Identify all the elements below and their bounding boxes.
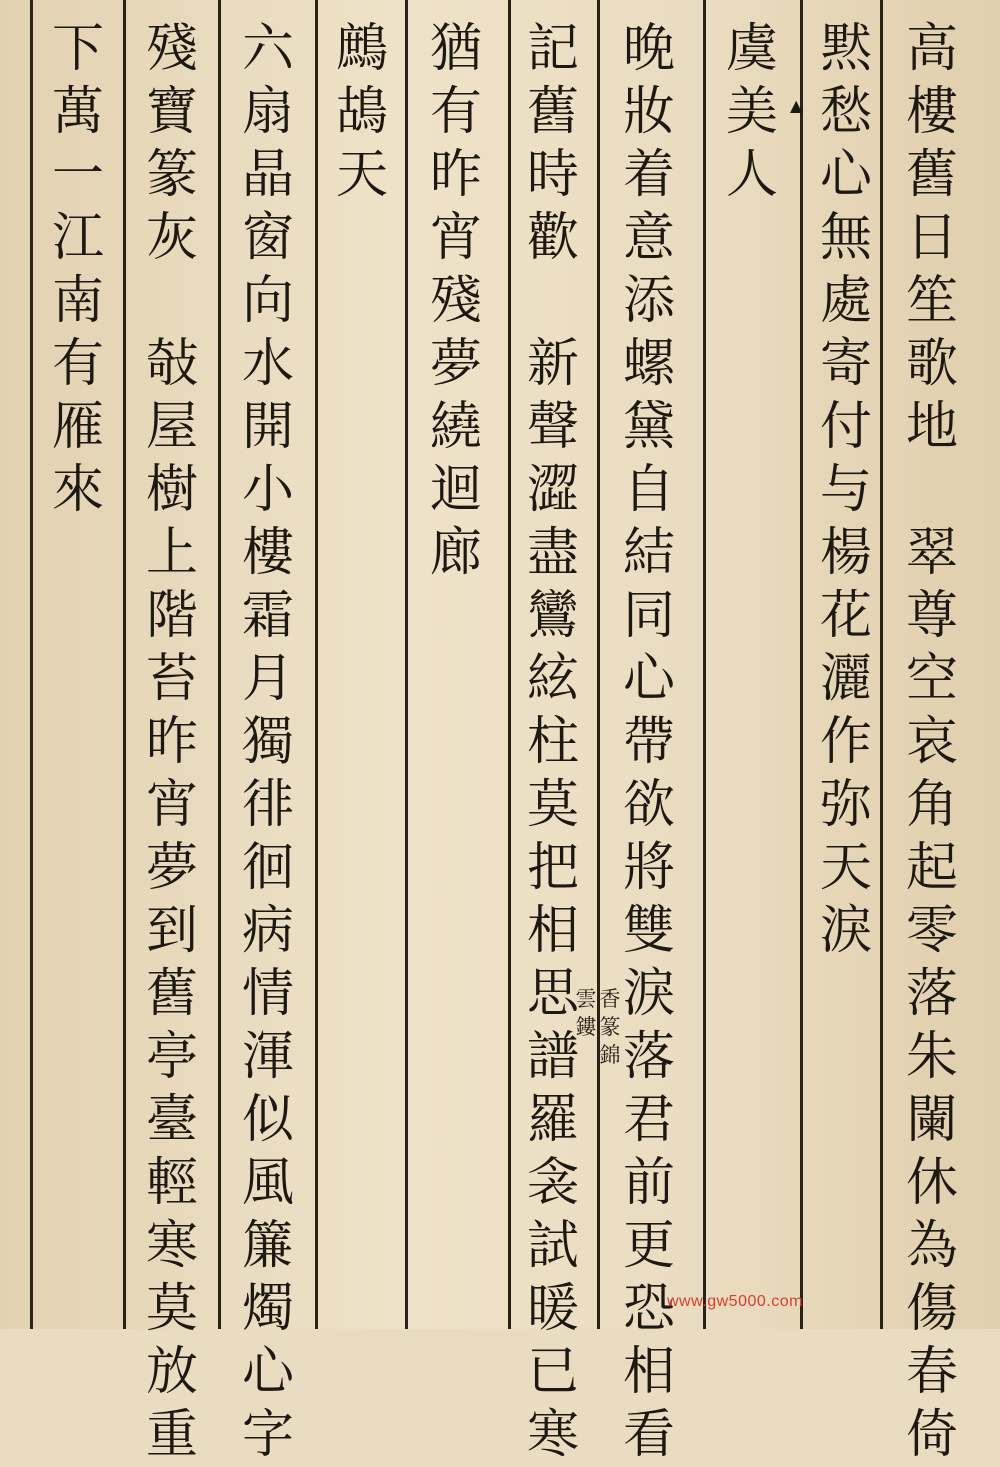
character: 黙 <box>819 19 872 79</box>
character: 鷓 <box>335 19 388 79</box>
character: 同 <box>622 586 675 646</box>
character: 萬 <box>51 82 104 142</box>
character: 繞 <box>429 397 482 457</box>
character: 試 <box>526 1216 579 1276</box>
character: 角 <box>905 775 958 835</box>
character: 猶 <box>429 19 482 79</box>
character: 徊 <box>241 838 294 898</box>
column-rule <box>218 0 221 1329</box>
character: 盡 <box>526 523 579 583</box>
text-column <box>712 18 792 207</box>
marginal-annotation <box>573 985 599 1041</box>
character: 廊 <box>429 523 482 583</box>
column-rule <box>508 0 511 1329</box>
character: 下 <box>51 19 104 79</box>
character: 楊 <box>819 523 872 583</box>
character: 更 <box>622 1216 675 1276</box>
character: 記 <box>526 19 579 79</box>
character: 倚 <box>905 1405 958 1465</box>
text-line <box>720 18 784 207</box>
text-line <box>900 522 964 1467</box>
character: 日 <box>905 208 958 268</box>
character: 迴 <box>429 460 482 520</box>
character: 弥 <box>819 775 872 835</box>
character: 闌 <box>905 1090 958 1150</box>
character: 尊 <box>905 586 958 646</box>
character: 殘 <box>145 19 198 79</box>
character: 臺 <box>145 1090 198 1150</box>
character: 譜 <box>526 1027 579 1087</box>
character: 莫 <box>145 1279 198 1339</box>
character: 付 <box>819 397 872 457</box>
character: 殘 <box>429 271 482 331</box>
character: 添 <box>622 271 675 331</box>
character: 寒 <box>145 1216 198 1276</box>
character: 哀 <box>905 712 958 772</box>
character: 灑 <box>819 649 872 709</box>
character: 羅 <box>526 1090 579 1150</box>
character: 苔 <box>145 649 198 709</box>
character: 雙 <box>622 901 675 961</box>
character: 天 <box>819 838 872 898</box>
character: 南 <box>51 271 104 331</box>
text-column <box>609 18 689 1467</box>
character: 休 <box>905 1153 958 1213</box>
character: 輕 <box>145 1153 198 1213</box>
text-column <box>38 18 118 522</box>
text-line <box>900 18 964 459</box>
character: 晶 <box>241 145 294 205</box>
character: 將 <box>622 838 675 898</box>
column-rule <box>597 0 600 1329</box>
text-column <box>513 18 593 1467</box>
character: 零 <box>905 901 958 961</box>
character: 意 <box>622 208 675 268</box>
character: 江 <box>51 208 104 268</box>
character: 落 <box>905 964 958 1024</box>
character: 情 <box>241 964 294 1024</box>
character: 水 <box>241 334 294 394</box>
character: 相 <box>622 1342 675 1402</box>
character: 病 <box>241 901 294 961</box>
character: 渾 <box>241 1027 294 1087</box>
text-column <box>228 18 308 1467</box>
text-line <box>424 18 488 585</box>
character: 新 <box>526 334 579 394</box>
character: 樓 <box>905 82 958 142</box>
character: 鴣 <box>335 82 388 142</box>
character: 花 <box>819 586 872 646</box>
character: 向 <box>241 271 294 331</box>
character: 結 <box>622 523 675 583</box>
character: 篆 <box>145 145 198 205</box>
text-line <box>46 18 110 522</box>
text-column <box>416 18 496 585</box>
character: 昨 <box>145 712 198 772</box>
character: 亭 <box>145 1027 198 1087</box>
character: 君 <box>622 1090 675 1150</box>
character: 敧 <box>145 334 198 394</box>
character: 黛 <box>622 397 675 457</box>
annotation-character: 錦 <box>599 1043 621 1067</box>
character: 淚 <box>819 901 872 961</box>
character: 淚 <box>622 964 675 1024</box>
character: 聲 <box>526 397 579 457</box>
character: 霜 <box>241 586 294 646</box>
character: 階 <box>145 586 198 646</box>
character: 着 <box>622 145 675 205</box>
character: 与 <box>819 460 872 520</box>
character: 螺 <box>622 334 675 394</box>
character: 相 <box>526 901 579 961</box>
character: 絃 <box>526 649 579 709</box>
character: 莫 <box>526 775 579 835</box>
character: 一 <box>51 145 104 205</box>
character: 灰 <box>145 208 198 268</box>
character: 恐 <box>622 1279 675 1339</box>
character: 似 <box>241 1090 294 1150</box>
character: 來 <box>51 460 104 520</box>
character: 風 <box>241 1153 294 1213</box>
character: 衾 <box>526 1153 579 1213</box>
character: 欲 <box>622 775 675 835</box>
character: 晚 <box>622 19 675 79</box>
text-line <box>521 333 585 1467</box>
text-column <box>322 18 402 207</box>
character: 簾 <box>241 1216 294 1276</box>
character: 寶 <box>145 82 198 142</box>
column-rule <box>315 0 318 1329</box>
character: 寄 <box>819 334 872 394</box>
character: 窗 <box>241 208 294 268</box>
character: 重 <box>145 1405 198 1465</box>
text-line <box>236 18 300 1467</box>
character: 澀 <box>526 460 579 520</box>
character: 朱 <box>905 1027 958 1087</box>
character: 虞 <box>725 19 778 79</box>
character: 把 <box>526 838 579 898</box>
column-rule <box>123 0 126 1329</box>
character: 舊 <box>905 145 958 205</box>
character: 放 <box>145 1342 198 1402</box>
text-column <box>132 18 212 1467</box>
character: 看 <box>622 1405 675 1465</box>
text-line <box>330 18 394 207</box>
character: 已 <box>526 1342 579 1402</box>
character: 高 <box>905 19 958 79</box>
column-rule <box>405 0 408 1329</box>
character: 上 <box>145 523 198 583</box>
character: 天 <box>335 145 388 205</box>
text-line <box>140 18 204 270</box>
annotation-character: 篆 <box>599 1015 621 1039</box>
character: 月 <box>241 649 294 709</box>
character: 六 <box>241 19 294 79</box>
text-line <box>140 333 204 1467</box>
text-line <box>521 18 585 270</box>
character: 樹 <box>145 460 198 520</box>
character: 翠 <box>905 523 958 583</box>
character: 昨 <box>429 145 482 205</box>
marginal-annotation <box>597 985 623 1069</box>
text-line <box>814 18 878 963</box>
character: 心 <box>819 145 872 205</box>
character: 夢 <box>429 334 482 394</box>
annotation-character: 雲 <box>575 987 597 1011</box>
text-column <box>892 18 972 1467</box>
character: 心 <box>241 1342 294 1402</box>
character: 到 <box>145 901 198 961</box>
character: 心 <box>622 649 675 709</box>
character: 帶 <box>622 712 675 772</box>
character: 夢 <box>145 838 198 898</box>
character: 歌 <box>905 334 958 394</box>
character: 妝 <box>622 82 675 142</box>
character: 為 <box>905 1216 958 1276</box>
character: 歡 <box>526 208 579 268</box>
character: 起 <box>905 838 958 898</box>
column-rule <box>30 0 33 1329</box>
character: 寒 <box>526 1405 579 1465</box>
character: 舊 <box>145 964 198 1024</box>
character: 地 <box>905 397 958 457</box>
character: 空 <box>905 649 958 709</box>
character: 柱 <box>526 712 579 772</box>
character: 獨 <box>241 712 294 772</box>
character: 開 <box>241 397 294 457</box>
character: 字 <box>241 1405 294 1465</box>
character: 有 <box>429 82 482 142</box>
annotation-character: 香 <box>599 987 621 1011</box>
character: 處 <box>819 271 872 331</box>
text-line <box>617 18 681 1467</box>
character: 鸞 <box>526 586 579 646</box>
character: 舊 <box>526 82 579 142</box>
character: 時 <box>526 145 579 205</box>
character: 春 <box>905 1342 958 1402</box>
character: 燭 <box>241 1279 294 1339</box>
character: 屋 <box>145 397 198 457</box>
character: 前 <box>622 1153 675 1213</box>
character: 思 <box>526 964 579 1024</box>
watermark: www.gw5000.com <box>667 1293 803 1310</box>
character: 雁 <box>51 397 104 457</box>
triangle-marker-icon: ▲ <box>790 96 803 115</box>
character: 宵 <box>145 775 198 835</box>
character: 愁 <box>819 82 872 142</box>
character: 美 <box>725 82 778 142</box>
character: 笙 <box>905 271 958 331</box>
text-column <box>806 18 886 963</box>
character: 宵 <box>429 208 482 268</box>
character: 作 <box>819 712 872 772</box>
character: 落 <box>622 1027 675 1087</box>
column-rule <box>703 0 706 1329</box>
character: 樓 <box>241 523 294 583</box>
character: 扇 <box>241 82 294 142</box>
character: 傷 <box>905 1279 958 1339</box>
character: 無 <box>819 208 872 268</box>
character: 暖 <box>526 1279 579 1339</box>
character: 徘 <box>241 775 294 835</box>
annotation-character: 鏤 <box>575 1015 597 1039</box>
character: 自 <box>622 460 675 520</box>
character: 人 <box>725 145 778 205</box>
character: 小 <box>241 460 294 520</box>
character: 有 <box>51 334 104 394</box>
column-rule <box>800 0 803 1329</box>
